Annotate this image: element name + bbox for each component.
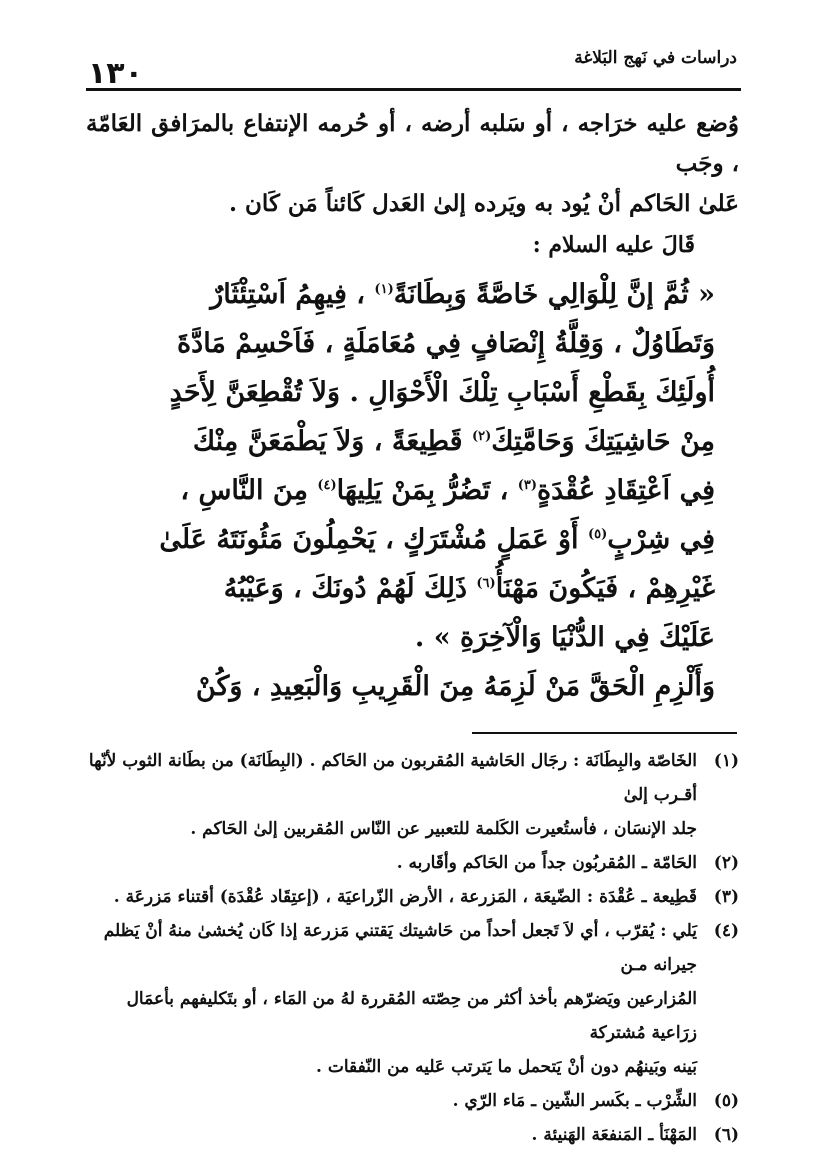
footnote-line: جلد الإنسَان ، فأستُعيرت الكَلمة للتعبير عن النّاس المُقربين إلىٰ الحَاكم . — [190, 819, 697, 839]
quote-segment: فِي شِرْبٍ — [607, 524, 715, 555]
footnote-number: (٢) — [713, 853, 739, 873]
quote-line: أُولَئِكَ بِقَطْعِ أَسْبَابِ تِلْكَ الْأَحْوَالِ . وَلاَ تُقْطِعَنَّ لِأَحَدٍ — [169, 377, 715, 408]
quote-line — [96, 515, 715, 564]
quote-segment: غَيْرِهِمْ ، فَيَكُونَ مَهْنَأُ — [495, 573, 715, 604]
page-header — [88, 46, 737, 91]
footnotes — [84, 744, 739, 1152]
footnote-separator — [472, 732, 737, 734]
speaker-attribution: قَالَ عليه السلام : — [532, 232, 695, 258]
quote-line — [96, 270, 715, 319]
footnote-marker[interactable]: (٤) — [317, 478, 337, 493]
footnote-number: (٦) — [713, 1125, 739, 1145]
page-number: ١٣٠ — [88, 56, 143, 91]
footnote-item — [84, 1084, 739, 1118]
footnote-marker[interactable]: (٣) — [517, 478, 538, 493]
quote-line: عَلَيْكَ فِي الدُّنْيَا وَالْآخِرَةِ » . — [414, 622, 715, 653]
footnote-marker[interactable]: (٥) — [587, 527, 608, 542]
quote-line: وَأَلْزِمِ الْحَقَّ مَنْ لَزِمَهُ مِنَ الْقَرِيبِ وَالْبَعِيدِ ، وَكُنْ — [195, 671, 715, 702]
footnote-marker[interactable]: (٦) — [476, 576, 496, 591]
footnote-item — [84, 914, 739, 1084]
quote-segment: فِي اَعْتِقَادِ عُقْدَةٍ — [537, 475, 715, 506]
header-rule — [86, 88, 741, 91]
footnote-number: (١) — [713, 751, 739, 771]
footnote-number: (٣) — [713, 887, 739, 907]
footnote-item — [84, 880, 739, 914]
quote-line: وَتَطَاوُلٌ ، وَقِلَّةُ إِنْصَافٍ فِي مُعَامَلَةٍ ، فَاَحْسِمْ مَادَّةَ — [177, 328, 715, 359]
body-text — [86, 104, 739, 711]
quote-segment: « ثُمَّ إنَّ لِلْوَالِي خَاصَّةً وَبِطَانَةً — [393, 279, 715, 310]
footnote-marker[interactable]: (١) — [374, 282, 394, 297]
footnote-line: بَينه وبَينهُم دون أنْ يَتحمل ما يَترتب عَليه من النّفقات . — [316, 1057, 697, 1077]
footnote-item — [84, 1118, 739, 1152]
footnote-line: المُزارعين ويَضرّهم بأخذ أكثر من حِصّته المُقررة لهُ من المَاء ، أو بتَكليفهم بأعمَال زرَاعية مُشتركة — [126, 989, 697, 1043]
intro-line: عَلىٰ الحَاكم أنْ يُود به ويَرده إلىٰ العَدل كَائناً مَن كَان . — [229, 190, 739, 217]
quoted-text — [96, 270, 715, 711]
quote-segment: ، تَضُرُّ بِمَنْ يَلِيهَا — [336, 475, 509, 506]
quote-segment: قَطِيعَةً ، وَلاَ يَطْمَعَنَّ مِنْكَ — [192, 426, 463, 457]
footnote-line: المَهْنَأ ـ المَنفعَة الهَنيئة . — [531, 1125, 697, 1145]
footnote-line: يَلي : يُقرّب ، أي لاَ تَجعل أحداً من حَاشيتك يَقتني مَزرعة إذا كَان يُخشىٰ منهُ أنْ يَظلم جيرانه مـن — [103, 921, 697, 975]
footnote-line: الشِّرْب ـ بكَسر الشّين ـ مَاء الرّي . — [452, 1091, 697, 1111]
quote-segment: مِنْ حَاشِيَتِكَ وَحَامَّتِكَ — [491, 426, 715, 457]
footnote-number: (٤) — [713, 921, 739, 941]
quote-line — [96, 466, 715, 515]
footnote-number: (٥) — [713, 1091, 739, 1111]
running-title: دراسات في نَهج البَلاغة — [574, 48, 737, 68]
footnote-item — [84, 744, 739, 846]
footnote-line: الحَامّة ـ المُقربُون جداً من الحَاكم وأقَاربه . — [396, 853, 697, 873]
footnote-item — [84, 846, 739, 880]
footnote-line: الخَاصّة والبِطَانَة : رجَال الحَاشية المُقربون من الحَاكم . (البِطَانَة) من بطَانة الثوب لأنّها أقـرب إلىٰ — [88, 751, 697, 805]
intro-paragraph — [86, 104, 739, 224]
quote-line — [96, 417, 715, 466]
quote-segment: ، فِيهِمُ اَسْتِئْثَارٌ — [210, 279, 366, 310]
quote-segment: ذَلِكَ لَهُمْ دُونَكَ ، وَعَيْبُهُ — [223, 573, 467, 604]
intro-line: وُضع عليه خرَاجه ، أو سَلبه أرضه ، أو حُرمه الإنتفاع بالمرَافق العَامّة ، وجَب — [86, 110, 739, 177]
footnote-marker[interactable]: (٢) — [471, 429, 492, 444]
quote-line — [96, 564, 715, 613]
quote-segment: أَوْ عَمَلٍ مُشْتَرَكٍ ، يَحْمِلُونَ مَئُونَتَهُ عَلَىٰ — [159, 524, 579, 555]
footnote-line: قَطِيعة ـ عُقْدَة : الضّيعَة ، المَزرعة ، الأرض الزّراعيَة ، (إعتِقَاد عُقْدَة) أقتناء مَزرعَة . — [113, 887, 697, 907]
quote-segment: مِنَ النَّاسِ ، — [180, 475, 308, 506]
